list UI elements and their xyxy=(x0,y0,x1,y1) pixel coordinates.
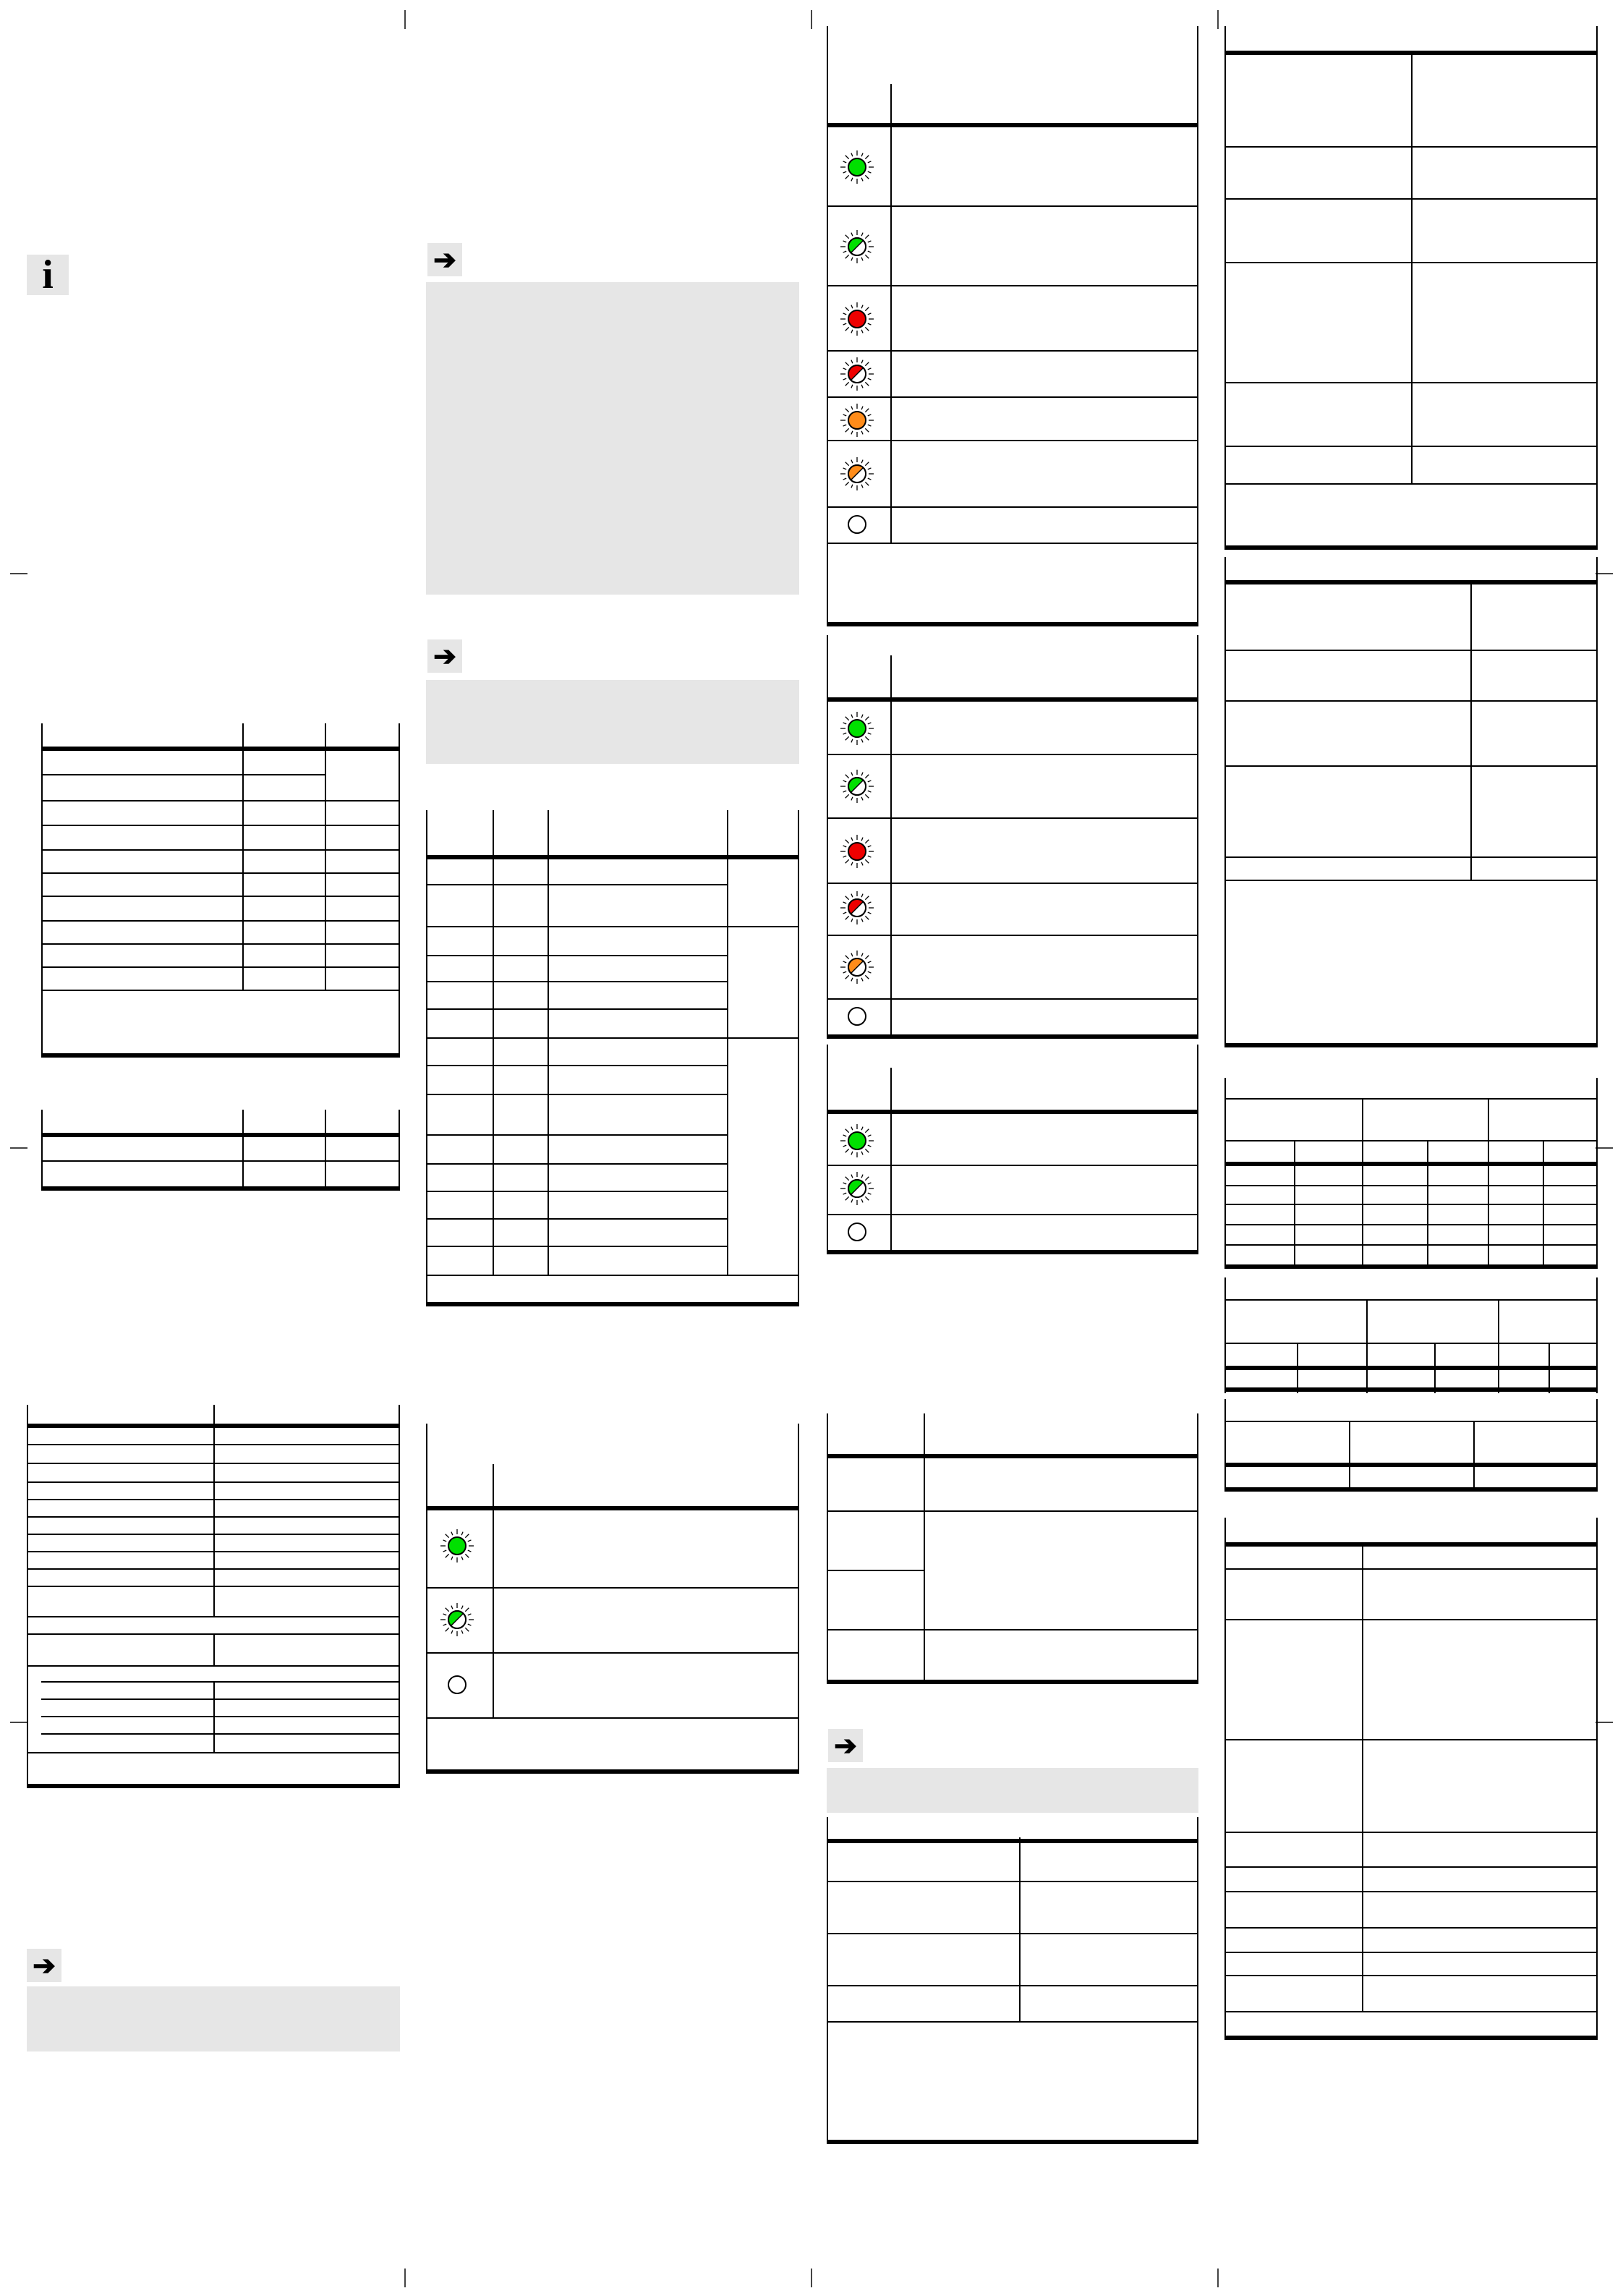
table-rule xyxy=(426,884,728,885)
led-green-steady-icon xyxy=(839,1123,875,1159)
crop-mark xyxy=(1217,10,1219,29)
crop-mark xyxy=(811,2269,812,2287)
table-rule xyxy=(426,1246,728,1247)
table-rule xyxy=(41,943,400,945)
table-rule xyxy=(426,1191,728,1192)
table-rule xyxy=(27,1463,400,1464)
table-rule xyxy=(41,990,400,991)
table-rule xyxy=(827,1839,1198,1843)
table-rule xyxy=(27,1616,400,1617)
table-rule xyxy=(41,849,400,851)
table-rule xyxy=(1224,1399,1226,1492)
table-rule xyxy=(426,1275,799,1276)
table-rule xyxy=(1596,557,1598,1047)
table-rule xyxy=(27,1586,400,1587)
info-icon: i xyxy=(27,255,69,295)
table-rule xyxy=(1224,1244,1598,1246)
table-rule xyxy=(1224,856,1598,858)
table-rule xyxy=(1473,1422,1475,1492)
table-rule xyxy=(1349,1422,1350,1492)
table-rule xyxy=(827,26,828,626)
table-rule xyxy=(827,1881,1198,1882)
table-rule xyxy=(1197,1045,1198,1254)
table-rule xyxy=(242,1110,244,1191)
table-rule xyxy=(41,966,400,968)
table-rule xyxy=(426,1218,728,1220)
table-rule xyxy=(426,1008,728,1010)
table-rule xyxy=(1411,52,1413,483)
table-rule xyxy=(1596,1399,1598,1492)
table-rule xyxy=(27,1633,400,1635)
table-rule xyxy=(827,1680,1198,1684)
table-rule xyxy=(827,2021,1198,2023)
table-rule xyxy=(426,1094,728,1095)
table-rule xyxy=(827,1045,828,1254)
led-green-flashing-icon xyxy=(439,1602,475,1638)
table-rule xyxy=(890,84,892,544)
table-rule xyxy=(827,1454,1198,1458)
table-rule xyxy=(27,1752,400,1753)
table-rule xyxy=(827,350,1198,352)
table-rule xyxy=(1224,1518,1226,2040)
crop-mark xyxy=(10,1722,27,1723)
table-rule xyxy=(1294,1141,1295,1269)
table-rule xyxy=(1224,1264,1598,1269)
table-rule xyxy=(1224,1277,1226,1393)
table-rule xyxy=(41,1160,400,1162)
table-rule xyxy=(1224,1204,1598,1205)
led-orange-flashing-icon xyxy=(839,949,875,985)
table-rule xyxy=(1197,1817,1198,2144)
table-rule xyxy=(426,1717,799,1719)
table-rule xyxy=(1224,1568,1598,1570)
table-rule xyxy=(1224,1487,1598,1492)
table-rule xyxy=(827,506,1198,508)
table-rule xyxy=(426,1065,728,1066)
table-rule xyxy=(1224,51,1598,55)
table-rule xyxy=(827,543,1198,544)
led-off-icon xyxy=(839,998,875,1034)
table-rule xyxy=(1543,1141,1544,1269)
table-rule xyxy=(827,622,1198,626)
table-rule xyxy=(1224,1299,1598,1301)
table-rule xyxy=(27,1444,400,1445)
table-rule xyxy=(1224,1421,1598,1422)
led-green-steady-icon xyxy=(439,1528,475,1564)
table-rule xyxy=(426,1506,799,1510)
table-rule xyxy=(27,1568,400,1570)
table-rule xyxy=(41,1053,400,1058)
table-rule xyxy=(1366,1301,1368,1393)
table-rule xyxy=(426,1769,799,1774)
table-rule xyxy=(41,774,326,775)
table-rule xyxy=(426,1302,799,1306)
crop-mark xyxy=(10,1147,27,1149)
table-rule xyxy=(426,1134,728,1136)
table-rule xyxy=(827,1510,1198,1512)
table-rule xyxy=(1224,1043,1598,1047)
table-rule xyxy=(1488,1100,1489,1269)
table-rule xyxy=(1224,262,1598,263)
table-rule xyxy=(890,655,892,1039)
crop-mark xyxy=(10,573,27,574)
led-red-flashing-icon xyxy=(839,356,875,392)
crop-mark xyxy=(1217,2269,1219,2287)
led-green-steady-icon xyxy=(839,710,875,747)
table-rule xyxy=(827,396,1198,398)
crop-mark xyxy=(404,2269,406,2287)
table-rule xyxy=(27,1784,400,1788)
table-rule xyxy=(27,1481,400,1483)
table-rule xyxy=(1224,1927,1598,1929)
table-rule xyxy=(1197,635,1198,1039)
table-rule xyxy=(1224,1739,1598,1740)
table-rule xyxy=(827,998,1198,1000)
note-box xyxy=(27,1986,400,2051)
table-rule xyxy=(827,1570,925,1571)
table-rule xyxy=(41,872,400,874)
table-rule xyxy=(1224,1185,1598,1186)
table-rule xyxy=(1224,1832,1598,1833)
table-rule xyxy=(213,1405,215,1616)
table-rule xyxy=(827,697,1198,702)
table-rule xyxy=(1362,1100,1363,1269)
table-rule xyxy=(1224,880,1598,881)
table-rule xyxy=(827,817,1198,819)
table-rule xyxy=(1224,650,1598,651)
table-rule xyxy=(827,635,828,1039)
table-rule xyxy=(493,1464,494,1719)
table-rule xyxy=(242,723,244,990)
table-rule xyxy=(41,1110,43,1191)
crop-mark xyxy=(404,10,406,29)
table-rule xyxy=(1224,1140,1598,1141)
table-rule xyxy=(827,285,1198,286)
table-rule xyxy=(1224,1891,1598,1892)
table-rule xyxy=(1470,582,1472,880)
table-rule xyxy=(325,1110,326,1191)
crop-mark xyxy=(1596,1147,1613,1149)
table-rule xyxy=(1224,26,1226,550)
table-rule xyxy=(1224,2011,1598,2012)
table-rule xyxy=(426,1652,799,1654)
table-rule xyxy=(1224,1542,1598,1547)
table-rule xyxy=(1498,1301,1499,1393)
table-rule xyxy=(1224,146,1598,148)
arrow-right-icon: ➔ xyxy=(828,1729,863,1762)
table-rule xyxy=(426,955,728,956)
table-rule xyxy=(1224,1162,1598,1166)
table-rule xyxy=(213,1633,215,1665)
table-rule xyxy=(827,1250,1198,1254)
note-box xyxy=(426,282,799,595)
table-rule xyxy=(1224,1224,1598,1225)
table-rule xyxy=(426,1037,799,1039)
table-rule xyxy=(1224,1343,1598,1344)
table-rule xyxy=(827,1933,1198,1934)
table-rule xyxy=(827,754,1198,755)
table-rule xyxy=(1596,26,1598,550)
table-rule xyxy=(1224,1463,1598,1467)
table-rule xyxy=(41,920,400,922)
crop-mark xyxy=(811,10,812,29)
table-rule xyxy=(1362,1544,1363,2012)
table-rule xyxy=(1197,26,1198,626)
table-rule xyxy=(827,2140,1198,2144)
table-rule xyxy=(27,1424,400,1428)
table-rule xyxy=(27,1665,400,1667)
table-rule xyxy=(1224,580,1598,584)
led-off-icon xyxy=(839,1214,875,1250)
table-rule xyxy=(399,723,400,1058)
table-rule xyxy=(493,810,494,1275)
table-rule xyxy=(827,205,1198,207)
table-rule xyxy=(827,1985,1198,1986)
table-rule xyxy=(1224,557,1226,1047)
table-rule xyxy=(1596,1518,1598,2040)
table-rule xyxy=(1224,765,1598,767)
table-rule xyxy=(426,981,728,982)
table-rule xyxy=(27,1551,400,1552)
table-rule xyxy=(1224,1866,1598,1868)
table-rule xyxy=(827,123,1198,127)
table-rule xyxy=(1224,1098,1598,1100)
table-rule xyxy=(827,1165,1198,1166)
table-rule xyxy=(27,1534,400,1535)
table-rule xyxy=(1224,1975,1598,1976)
arrow-right-icon: ➔ xyxy=(27,1949,61,1982)
table-rule xyxy=(727,810,728,1275)
table-rule xyxy=(27,1499,400,1500)
table-rule xyxy=(41,800,400,802)
led-red-flashing-icon xyxy=(839,890,875,926)
led-red-steady-icon xyxy=(839,833,875,869)
table-rule xyxy=(426,1587,799,1589)
table-rule xyxy=(1224,700,1598,702)
led-red-steady-icon xyxy=(839,301,875,337)
crop-mark xyxy=(1596,1722,1613,1723)
table-rule xyxy=(890,1068,892,1253)
table-rule xyxy=(1224,382,1598,383)
led-green-flashing-icon xyxy=(839,768,875,804)
table-rule xyxy=(41,1698,400,1700)
table-rule xyxy=(1224,1952,1598,1953)
table-rule xyxy=(1224,198,1598,200)
table-rule xyxy=(827,440,1198,441)
table-rule xyxy=(325,723,326,990)
led-off-icon xyxy=(839,506,875,543)
crop-mark xyxy=(1596,573,1613,574)
table-rule xyxy=(827,1034,1198,1039)
arrow-right-icon: ➔ xyxy=(427,639,462,673)
table-rule xyxy=(399,1110,400,1191)
led-off-icon xyxy=(439,1667,475,1703)
led-green-flashing-icon xyxy=(839,1170,875,1207)
led-green-steady-icon xyxy=(839,149,875,185)
led-orange-flashing-icon xyxy=(839,456,875,492)
table-rule xyxy=(827,1214,1198,1215)
note-box xyxy=(426,680,799,764)
table-rule xyxy=(426,1424,427,1774)
table-rule xyxy=(27,1516,400,1518)
table-rule xyxy=(1596,1078,1598,1269)
table-rule xyxy=(1224,1366,1598,1370)
table-rule xyxy=(1224,1619,1598,1620)
table-rule xyxy=(1224,446,1598,447)
note-box xyxy=(827,1768,1198,1813)
table-rule xyxy=(426,855,799,859)
table-rule xyxy=(1224,2036,1598,2040)
table-rule xyxy=(1596,1277,1598,1393)
arrow-right-icon: ➔ xyxy=(427,243,462,276)
table-rule xyxy=(827,1817,828,2144)
table-rule xyxy=(41,1681,400,1683)
table-rule xyxy=(798,1424,799,1774)
table-rule xyxy=(827,883,1198,884)
table-rule xyxy=(548,810,549,1275)
table-rule xyxy=(1224,545,1598,550)
table-rule xyxy=(41,825,400,826)
table-rule xyxy=(426,926,799,927)
table-rule xyxy=(827,1629,1198,1630)
table-rule xyxy=(1427,1141,1428,1269)
led-green-flashing-icon xyxy=(839,229,875,265)
led-orange-steady-icon xyxy=(839,402,875,438)
table-rule xyxy=(827,935,1198,936)
table-rule xyxy=(1224,1078,1226,1269)
table-rule xyxy=(1224,1387,1598,1392)
table-rule xyxy=(41,747,400,751)
table-rule xyxy=(41,1133,400,1137)
table-rule xyxy=(426,1163,728,1165)
table-rule xyxy=(827,1110,1198,1114)
table-rule xyxy=(1224,483,1598,485)
table-rule xyxy=(41,1716,400,1717)
table-rule xyxy=(1019,1837,1021,2023)
table-rule xyxy=(41,896,400,897)
table-rule xyxy=(798,810,799,1305)
table-rule xyxy=(41,1733,400,1735)
table-rule xyxy=(41,1186,400,1191)
